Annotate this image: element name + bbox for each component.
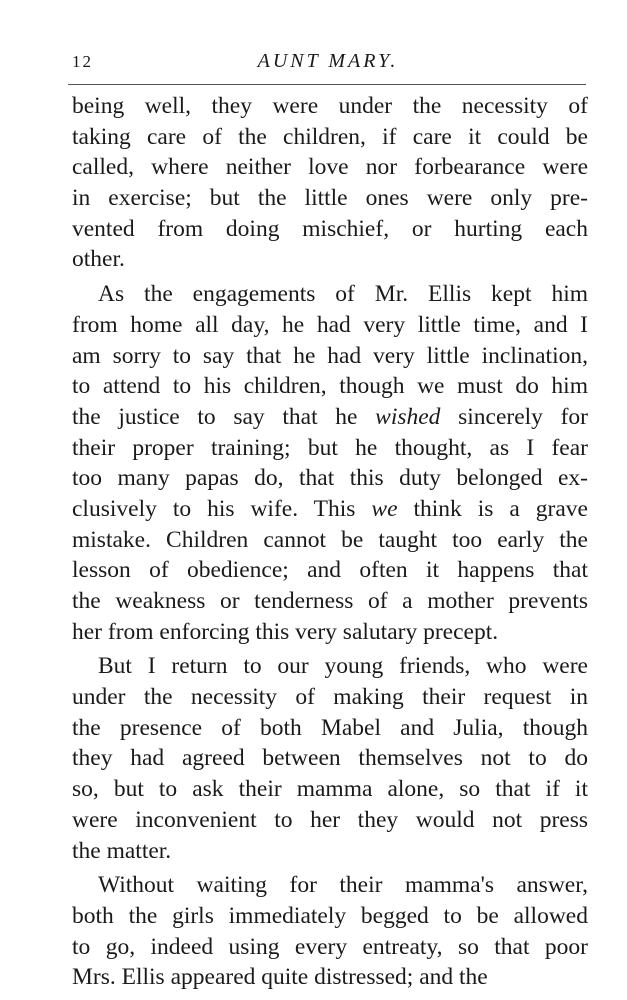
text-line: Without waiting for their mamma's answer, xyxy=(98,872,588,899)
emphasis-word: we xyxy=(371,495,398,522)
text-line: under the necessity of making their request in xyxy=(72,684,588,711)
text-line: called, where neither love nor forbearance were xyxy=(72,154,588,181)
text-line: to attend to his children, though we must do him xyxy=(72,373,588,400)
text-segment: clusively to his wife. This xyxy=(72,495,372,522)
text-line: were inconvenient to her they would not press xyxy=(72,806,588,833)
text-line: other. xyxy=(72,246,125,273)
text-line: the presence of both Mabel and Julia, though xyxy=(72,714,588,741)
emphasis-word: wished xyxy=(375,403,441,430)
paragraph xyxy=(72,651,588,866)
text-line: Mrs. Ellis appeared quite distressed; and the xyxy=(72,964,488,991)
paragraph xyxy=(72,279,588,647)
text-line: from home all day, he had very little time, and I xyxy=(72,311,588,338)
text-segment: sincerely for xyxy=(440,403,588,430)
page-number: 12 xyxy=(72,52,93,71)
text-line: am sorry to say that he had very little inclination, xyxy=(72,342,588,369)
running-title: AUNT MARY. xyxy=(257,50,399,72)
paragraph xyxy=(72,870,588,993)
text-line: their proper training; but he thought, as I fear xyxy=(72,434,588,461)
text-line: As the engagements of Mr. Ellis kept him xyxy=(98,281,588,308)
text-segment: think is a grave xyxy=(397,495,588,522)
text-line: lesson of obedience; and often it happens that xyxy=(72,557,588,584)
paragraph xyxy=(72,91,588,275)
text-line: too many papas do, that this duty belonged ex- xyxy=(72,465,588,492)
text-line: the matter. xyxy=(72,837,172,864)
header-rule xyxy=(68,84,586,85)
text-line: they had agreed between themselves not to do xyxy=(72,745,588,772)
text-line xyxy=(72,402,588,433)
text-line: being well, they were under the necessity of xyxy=(72,93,588,119)
text-line: the weakness or tenderness of a mother prevents xyxy=(72,588,588,614)
running-head xyxy=(68,50,588,80)
text-line: so, but to ask their mamma alone, so that if it xyxy=(72,776,588,803)
text-line: vented from doing mischief, or hurting each xyxy=(72,215,588,242)
text-line: both the girls immediately begged to be allowed xyxy=(72,902,588,929)
text-line: in exercise; but the little ones were only pre- xyxy=(72,185,588,212)
text-line: taking care of the children, if care it could be xyxy=(72,123,588,150)
text-line: mistake. Children cannot be taught too early the xyxy=(72,526,588,553)
text-segment: the justice to say that he xyxy=(72,403,376,430)
text-line: to go, indeed using every entreaty, so that poor xyxy=(72,933,588,960)
text-line: her from enforcing this very salutary precept. xyxy=(72,618,499,645)
text-line: But I return to our young friends, who were xyxy=(98,653,588,680)
text-line xyxy=(72,494,588,525)
body-text xyxy=(72,91,588,997)
